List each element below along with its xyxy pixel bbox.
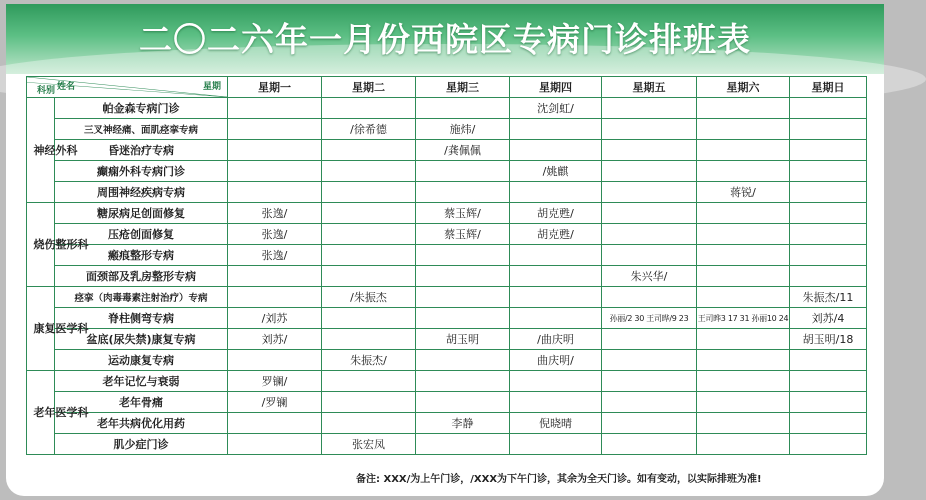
schedule-cell: /朱振杰 [322,287,416,308]
schedule-cell [416,371,510,392]
schedule-cell [416,245,510,266]
schedule-cell [416,308,510,329]
schedule-cell [228,98,322,119]
schedule-cell: 胡玉明/18 [790,329,867,350]
schedule-cell: /徐希德 [322,119,416,140]
schedule-cell [602,350,697,371]
footnote: 备注: XXX/为上午门诊，/XXX为下午门诊，其余为全天门诊。如有变动，以实际排班为准! [356,474,762,485]
schedule-cell [416,182,510,203]
dept-cell: 神经外科 [27,98,55,203]
schedule-cell [602,245,697,266]
schedule-cell [697,287,790,308]
day-header: 星期日 [790,77,867,98]
clinic-name: 老年共病优化用药 [55,413,228,434]
schedule-cell: 蔡玉辉/ [416,224,510,245]
clinic-name: 痉挛（肉毒毒素注射治疗）专病 [55,287,228,308]
schedule-cell: 胡克甦/ [510,224,602,245]
schedule-cell [790,224,867,245]
clinic-name: 昏迷治疗专病 [55,140,228,161]
schedule-cell [697,245,790,266]
schedule-cell [790,119,867,140]
schedule-cell [228,161,322,182]
schedule-cell [697,98,790,119]
table-row [27,392,867,413]
schedule-cell [322,245,416,266]
schedule-cell [790,182,867,203]
table-row [27,329,867,350]
day-header: 星期一 [228,77,322,98]
schedule-cell [510,140,602,161]
schedule-cell [228,140,322,161]
clinic-name: 帕金森专病门诊 [55,98,228,119]
clinic-name: 脊柱侧弯专病 [55,308,228,329]
schedule-cell [416,161,510,182]
schedule-cell [228,287,322,308]
clinic-name: 压疮创面修复 [55,224,228,245]
clinic-name: 瘢痕整形专病 [55,245,228,266]
schedule-cell [790,413,867,434]
schedule-cell: 蒋锐/ [697,182,790,203]
table-row [27,245,867,266]
dept-cell: 老年医学科 [27,371,55,455]
schedule-cell [322,329,416,350]
schedule-cell [697,329,790,350]
schedule-cell [602,203,697,224]
schedule-cell [510,182,602,203]
schedule-cell [697,266,790,287]
schedule-cell: 曲庆明/ [510,350,602,371]
schedule-cell [602,224,697,245]
day-header: 星期五 [602,77,697,98]
schedule-cell [602,392,697,413]
dept-cell: 烧伤整形科 [27,203,55,287]
schedule-cell [228,434,322,455]
schedule-cell [602,161,697,182]
table-row [27,266,867,287]
schedule-cell [697,392,790,413]
schedule-cell [697,413,790,434]
schedule-cell [790,203,867,224]
table-row [27,119,867,140]
schedule-cell: 胡玉明 [416,329,510,350]
schedule-board [6,4,884,496]
schedule-cell [228,413,322,434]
schedule-cell: /龚佩佩 [416,140,510,161]
schedule-cell: 朱兴华/ [602,266,697,287]
schedule-cell [228,119,322,140]
schedule-cell: 蔡玉辉/ [416,203,510,224]
schedule-cell [510,287,602,308]
schedule-cell: 沈剑虹/ [510,98,602,119]
schedule-cell [322,224,416,245]
schedule-cell [322,371,416,392]
header-corner [27,77,228,98]
schedule-cell: 倪晓晴 [510,413,602,434]
schedule-cell: 王司晔3 17 31 孙丽10 24 [697,308,790,329]
schedule-cell [416,266,510,287]
day-header: 星期六 [697,77,790,98]
table-row [27,203,867,224]
schedule-cell [790,392,867,413]
schedule-cell [510,308,602,329]
schedule-cell: 张逸/ [228,203,322,224]
schedule-cell [416,392,510,413]
schedule-cell [322,266,416,287]
schedule-cell: 李静 [416,413,510,434]
schedule-cell [697,371,790,392]
schedule-cell [602,413,697,434]
clinic-name: 周围神经疾病专病 [55,182,228,203]
schedule-cell [697,350,790,371]
table-row [27,224,867,245]
schedule-cell: /罗镧 [228,392,322,413]
schedule-cell [228,350,322,371]
clinic-name: 面颈部及乳房整形专病 [55,266,228,287]
schedule-cell [697,203,790,224]
day-header: 星期四 [510,77,602,98]
schedule-cell [602,140,697,161]
schedule-cell [602,434,697,455]
table-row [27,182,867,203]
schedule-cell: 孙丽/2 30 王司晔/9 23 [602,308,697,329]
schedule-cell [790,98,867,119]
schedule-cell [416,98,510,119]
schedule-cell [790,245,867,266]
clinic-name: 盆底(尿失禁)康复专病 [55,329,228,350]
day-header: 星期二 [322,77,416,98]
schedule-cell: 张宏凤 [322,434,416,455]
corner-dept-label: 科别 [37,86,56,96]
schedule-cell [790,371,867,392]
schedule-cell [322,308,416,329]
schedule-cell: /姚麒 [510,161,602,182]
schedule-cell [510,245,602,266]
schedule-table [26,76,867,455]
schedule-cell [228,182,322,203]
header-row [27,77,867,98]
schedule-cell [416,434,510,455]
schedule-cell [510,434,602,455]
schedule-cell: /刘苏 [228,308,322,329]
clinic-name: 三叉神经痛、面肌痉挛专病 [55,119,228,140]
schedule-cell [602,182,697,203]
schedule-cell [790,350,867,371]
table-row [27,308,867,329]
schedule-cell [510,266,602,287]
clinic-name: 运动康复专病 [55,350,228,371]
schedule-cell [322,413,416,434]
table-row [27,371,867,392]
schedule-cell: 朱振杰/11 [790,287,867,308]
schedule-cell [510,119,602,140]
clinic-name: 糖尿病足创面修复 [55,203,228,224]
schedule-cell: 朱振杰/ [322,350,416,371]
clinic-name: 老年骨痛 [55,392,228,413]
schedule-cell: 施炜/ [416,119,510,140]
schedule-cell [322,392,416,413]
schedule-cell [790,161,867,182]
table-row [27,350,867,371]
table-row [27,161,867,182]
schedule-cell [228,266,322,287]
table-row [27,98,867,119]
schedule-cell [602,119,697,140]
schedule-cell: 张逸/ [228,224,322,245]
clinic-name: 老年记忆与衰弱 [55,371,228,392]
schedule-cell [322,182,416,203]
schedule-cell [416,287,510,308]
schedule-cell: 胡克甦/ [510,203,602,224]
corner-name-label: 姓名 [57,82,76,92]
page-title: 二〇二六年一月份西院区专病门诊排班表 [139,20,751,59]
schedule-cell [416,350,510,371]
schedule-cell: 刘苏/ [228,329,322,350]
schedule-cell [602,287,697,308]
schedule-cell [697,434,790,455]
day-header: 星期三 [416,77,510,98]
corner-day-label: 星期 [202,82,221,92]
schedule-cell [602,371,697,392]
table-row [27,287,867,308]
schedule-cell [322,203,416,224]
schedule-cell [602,329,697,350]
schedule-cell [697,161,790,182]
schedule-cell: /曲庆明 [510,329,602,350]
clinic-name: 肌少症门诊 [55,434,228,455]
schedule-cell [697,140,790,161]
schedule-cell [697,224,790,245]
schedule-cell: 罗镧/ [228,371,322,392]
table-row [27,413,867,434]
clinic-name: 癫痫外科专病门诊 [55,161,228,182]
table-row [27,434,867,455]
schedule-cell [322,161,416,182]
schedule-cell [322,98,416,119]
table-row [27,140,867,161]
schedule-cell [790,434,867,455]
schedule-cell [697,119,790,140]
dept-cell: 康复医学科 [27,287,55,371]
schedule-cell [322,140,416,161]
schedule-cell: 刘苏/4 [790,308,867,329]
schedule-cell [510,392,602,413]
schedule-cell [790,140,867,161]
schedule-cell: 张逸/ [228,245,322,266]
schedule-cell [510,371,602,392]
schedule-cell [790,266,867,287]
schedule-cell [602,98,697,119]
